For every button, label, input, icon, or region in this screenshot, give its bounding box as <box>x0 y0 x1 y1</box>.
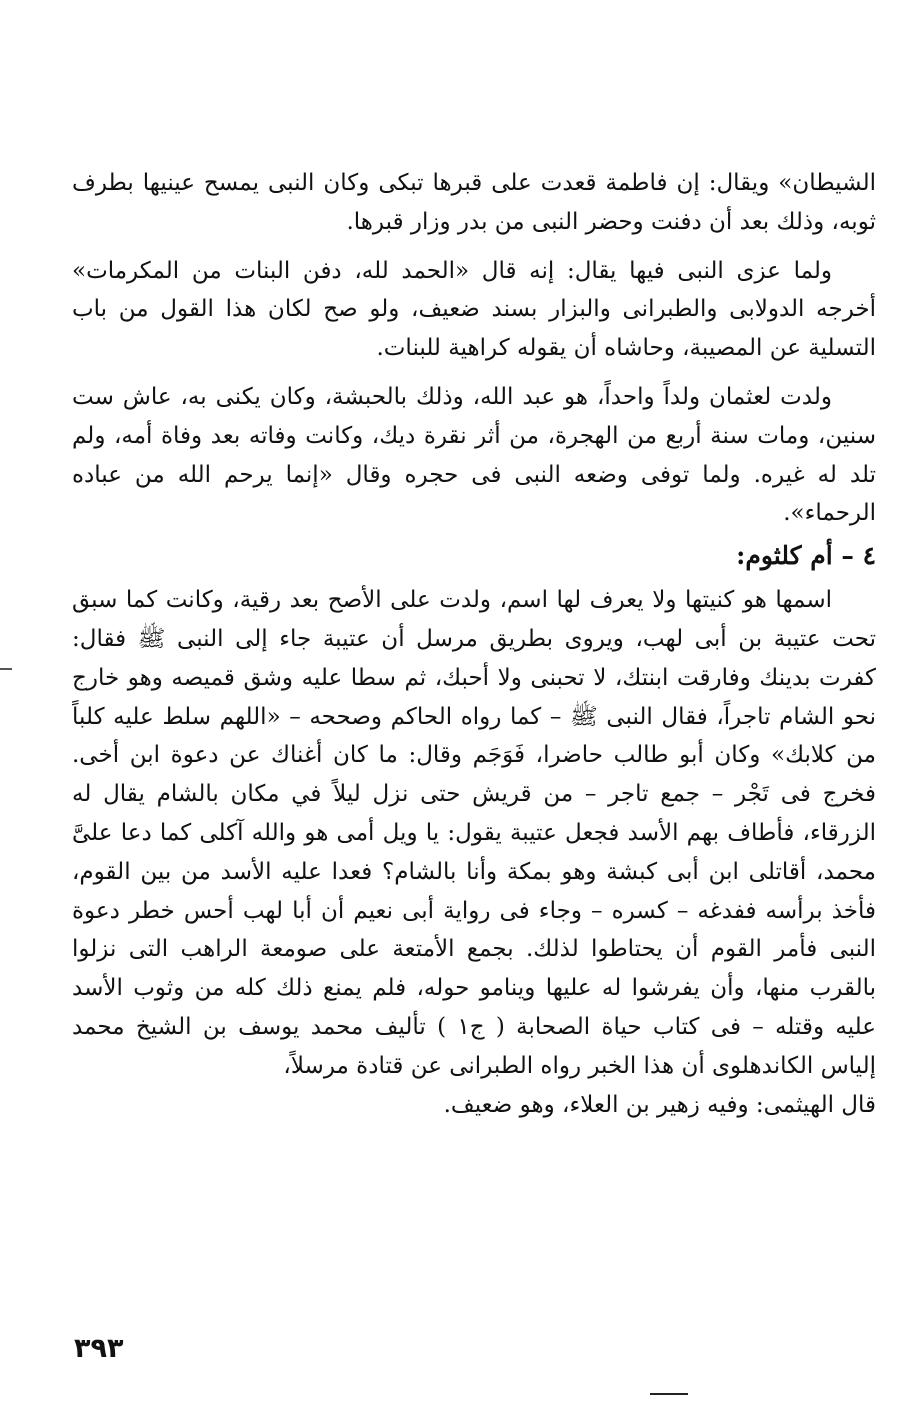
margin-mark <box>0 668 12 670</box>
section-heading: ٤ – أم كلثوم: <box>736 541 876 571</box>
page-number: ٣٩٣ <box>74 1333 124 1364</box>
paragraph-son-abdullah: ولدت لعثمان ولداً واحداً، هو عبد الله، وذلك بالحبشة، وكان يكنى به، عاش ست سنين، ومات سنة أربع من الهجرة، من أثر نقرة ديك، وكانت وفاته بعد وفاة أمه، ولم تلد له غيره. ولما توفى وضعه النبى فى حجره وقال «إنما يرحم الله من عباده الرحماء». <box>72 383 876 527</box>
paragraph-umm-kulthum: اسمها هو كنيتها ولا يعرف لها اسم، ولدت على الأصح بعد رقية، وكانت كما سبق تحت عتيبة بن أبى لهب، ويروى بطريق مرسل أن عتيبة جاء إلى النبى ﷺ فقال: كفرت بدينك وفارقت ابنتك، لا تحبنى ولا أحبك، ثم سطا عليه وشق قميصه وهو خارج نحو الشام تاجراً، فقال النبى ﷺ – كما رواه الحاكم وصححه – «اللهم سلط عليه كلباً من كلابك» وكان أبو طالب حاضرا، فَوَجَم وقال: ما كان أغناك عن دعوة ابن أخى. فخرج فى تَجْر – جمع تاجر – من قريش حتى نزل ليلاً في مكان بالشام يقال له الزرقاء، فأطاف بهم الأسد فجعل عتيبة يقول: يا ويل أمى هو والله آكلى كما دعا علىَّ محمد، أقاتلى ابن أبى كبشة وهو بمكة وأنا بالشام؟ فعدا عليه الأسد من بين القوم، فأخذ برأسه ففدغه – كسره – وجاء فى رواية أبى نعيم أن أبا لهب أحس خطر دعوة النبى فأمر القوم أن يحتاطوا لذلك. بجمع الأمتعة على صومعة الراهب التى نزلوا بالقرب منها، وأن يفرشوا له عليها وينامو حوله، فلم يمنع ذلك كله من وثوب الأسد عليه وقتله – فى كتاب حياة الصحابة ( ج١ ) تأليف محمد يوسف بن الشيخ محمد إلياس الكاندهلوى أن هذا الخبر رواه الطبرانى عن قتادة مرسلاً، <box>72 587 876 1079</box>
paragraph-continuation: الشيطان» ويقال: إن فاطمة قعدت على قبرها تبكى وكان النبى يمسح عينيها بطرف ثوبه، وذلك بعد أن دفنت وحضر النبى من بدر وزار قبرها. <box>72 170 876 235</box>
footnote-line: قال الهيثمى: وفيه زهير بن العلاء، وهو ضعيف. <box>443 1091 876 1118</box>
bottom-rule <box>650 1393 688 1395</box>
body-text <box>72 164 876 1124</box>
paragraph-condolence: ولما عزى النبى فيها يقال: إنه قال «الحمد لله، دفن البنات من المكرمات» أخرجه الدولابى والطبرانى والبزار بسند ضعيف، ولو صح لكان هذا القول من باب التسلية عن المصيبة، وحاشاه أن يقوله كراهية للبنات. <box>72 257 876 362</box>
